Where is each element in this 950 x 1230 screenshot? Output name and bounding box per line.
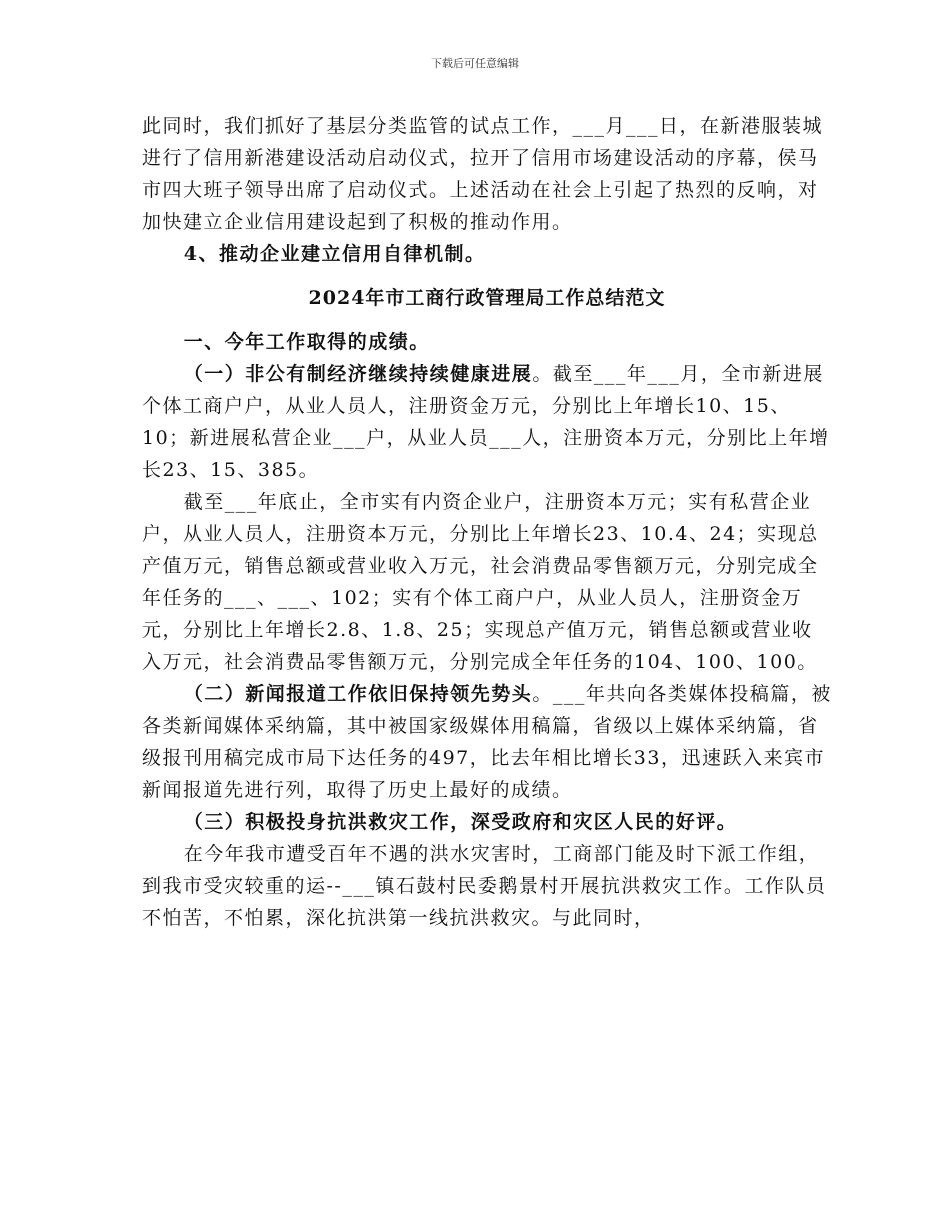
item-4-heading: 4、推动企业建立信用自律机制。 bbox=[183, 243, 486, 265]
subsection-3-heading: （三）积极投身抗洪救灾工作，深受政府和灾区人民的好评。 bbox=[183, 811, 738, 833]
page-header: 下载后可任意编辑 bbox=[431, 57, 519, 70]
subsection-1-text: 。截至___年___月，全市新进展个体工商户户，从业人员人，注册资金万元，分别比上年增长10、15、10；新进展私营企业___户，从业人员___人，注册资本万元，分别比上年增长23、15、385。 bbox=[142, 363, 830, 481]
flood-paragraph: 在今年我市遭受百年不遇的洪水灾害时，工商部门能及时下派工作组，到我市受灾较重的运--___镇石鼓村民委鹅景村开展抗洪救灾工作。工作队员不怕苦，不怕累，深化抗洪第一线抗洪救灾。与此同时， bbox=[142, 843, 827, 929]
subsection-1-paragraph bbox=[142, 358, 832, 486]
subsection-2-lead: （二）新闻报道工作依旧保持领先势头 bbox=[183, 683, 533, 705]
section-1-heading: 一、今年工作取得的成绩。 bbox=[183, 331, 430, 353]
subsection-1-lead: （一）非公有制经济继续持续健康进展 bbox=[183, 363, 533, 385]
subsection-2-text: 。___年共向各类媒体投稿篇，被各类新闻媒体采纳篇，其中被国家级媒体用稿篇，省级以上媒体采纳篇，省级报刊用稿完成市局下达任务的497，比去年相比增长33，迅速跃入来宾市新闻报道先进行列，取得了历史上最好的成绩。 bbox=[142, 683, 832, 801]
document-title: 2024年市工商行政管理局工作总结范文 bbox=[308, 287, 666, 309]
document-body bbox=[142, 110, 832, 934]
stats-paragraph: 截至___年底止，全市实有内资企业户，注册资本万元；实有私营企业户，从业人员人，注册资本万元，分别比上年增长23、10.4、24；实现总产值万元，销售总额或营业收入万元，社会消费品零售额万元，分别完成全年任务的___、___、102；实有个体工商户户，从业人员人，注册资金万元，分别比上年增长2.8、1.8、25；实现总产值万元，销售总额或营业收入万元，社会消费品零售额万元，分别完成全年任务的104、100、100。 bbox=[142, 491, 819, 673]
paragraph-continuation: 此同时，我们抓好了基层分类监管的试点工作，___月___日，在新港服装城进行了信用新港建设活动启动仪式，拉开了信用市场建设活动的序幕，侯马市四大班子领导出席了启动仪式。上述活动在社会上引起了热烈的反响，对加快建立企业信用建设起到了积极的推动作用。 bbox=[142, 115, 824, 233]
subsection-2-paragraph bbox=[142, 678, 832, 806]
